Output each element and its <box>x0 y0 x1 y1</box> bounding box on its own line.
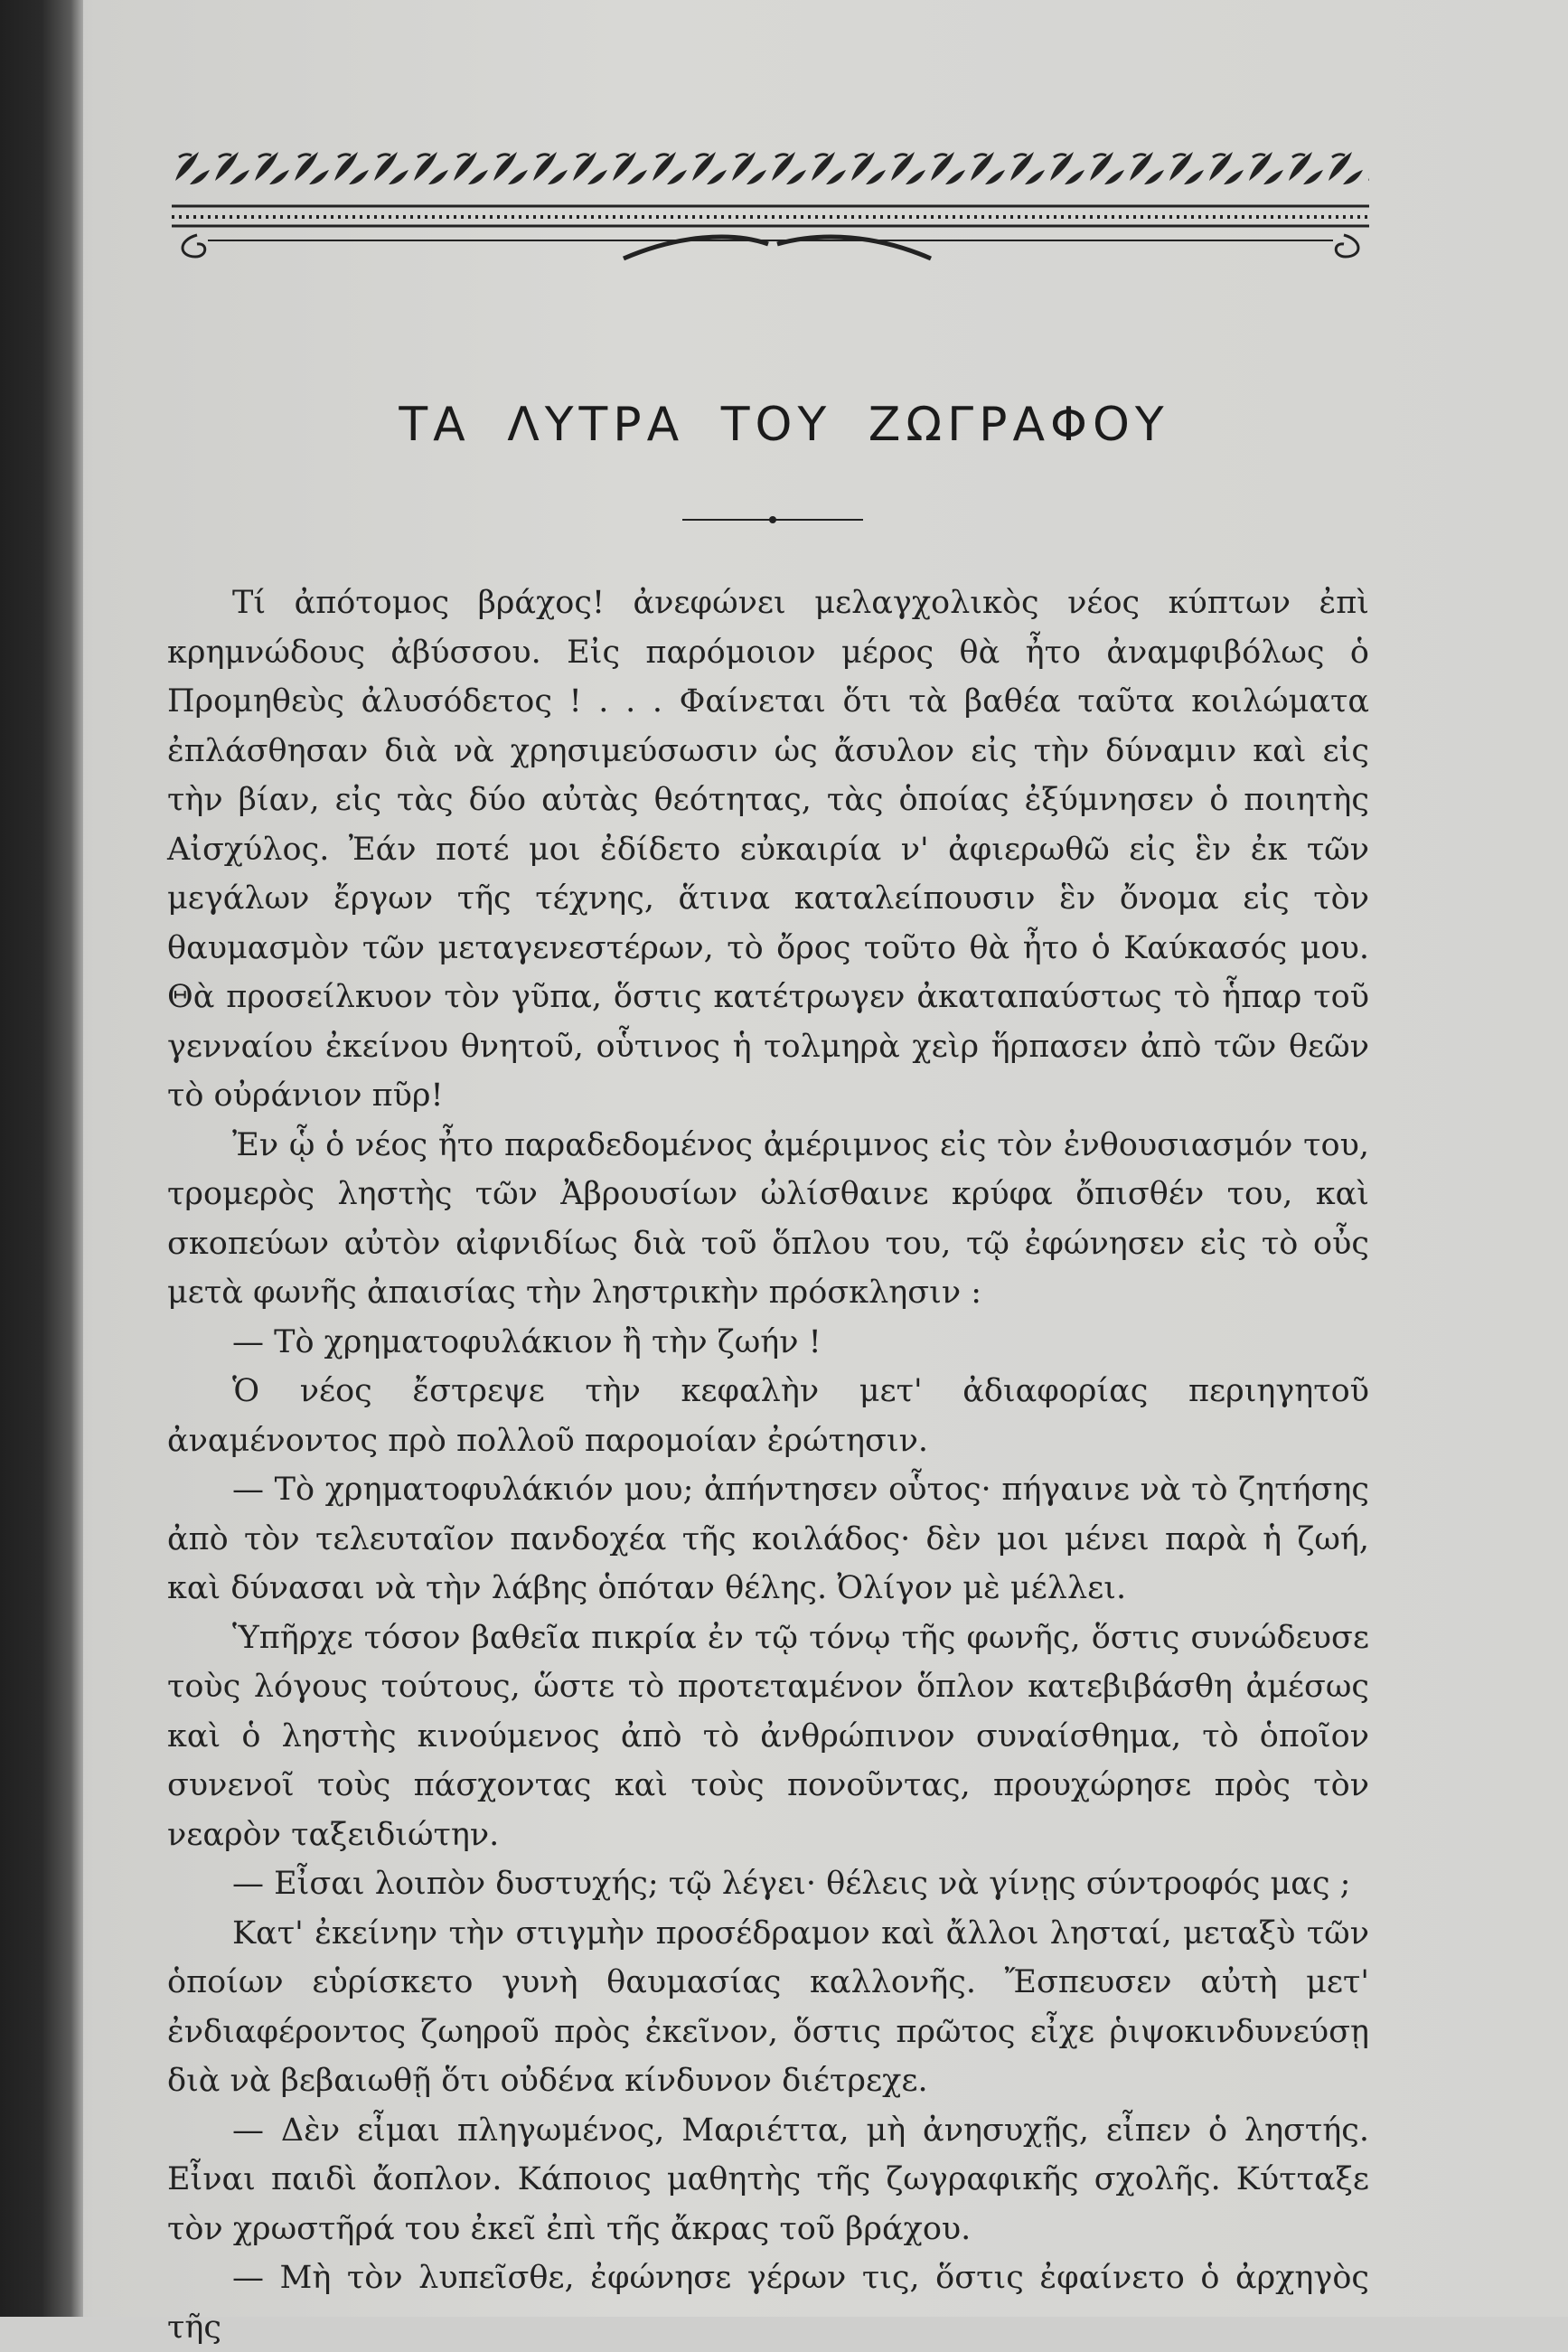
paragraph: — Μὴ τὸν λυπεῖσθε, ἐφώνησε γέρων τις, ὅστις ἐφαίνετο ὁ ἀρχηγὸς τῆς <box>167 2260 1369 2346</box>
paragraph: Κατ' ἐκείνην τὴν στιγμὴν προσέδραμον καὶ ἄλλοι λησταί, μεταξὺ τῶν ὁποίων εὑρίσκετο γυνὴ θαυμασίας καλλονῆς. Ἔσπευσεν αὐτὴ μετ' ἐνδιαφέροντος ζωηροῦ πρὸς ἐκεῖνον, ὅστις πρῶτος εἶχε ῥιψοκινδυνεύσῃ διὰ νὰ βεβαιωθῇ ὅτι οὐδένα κίνδυνον διέτρεχε. <box>167 1915 1369 2099</box>
title-divider-ornament <box>682 511 863 529</box>
paragraph: — Τὸ χρηματοφυλάκιόν μου; ἀπήντησεν οὗτος· πήγαινε νὰ τὸ ζητήσης ἀπὸ τὸν τελευταῖον πανδοχέα τῆς κοιλάδος· δὲν μοι μένει παρὰ ἡ ζωή, καὶ δύνασαι νὰ τὴν λάβης ὁπόταν θέλης. Ὀλίγον μὲ μέλλει. <box>167 1472 1369 1606</box>
paragraph: — Εἶσαι λοιπὸν δυστυχής; τῷ λέγει· θέλεις νὰ γίνῃς σύντροφός μας ; <box>232 1866 1351 1902</box>
paragraph: — Δὲν εἶμαι πληγωμένος, Μαριέττα, μὴ ἀνησυχῇς, εἶπεν ὁ ληστής. Εἶναι παιδὶ ἄοπλον. Κάποιος μαθητὴς τῆς ζωγραφικῆς σχολῆς. Κύτταξε τὸν χρωστῆρά του ἐκεῖ ἐπὶ τῆς ἄκρας τοῦ βράχου. <box>167 2112 1369 2247</box>
paragraph: Ὁ νέος ἔστρεψε τὴν κεφαλὴν μετ' ἀδιαφορίας περιηγητοῦ ἀναμένοντος πρὸ πολλοῦ παρομοίαν ἐρώτησιν. <box>167 1373 1369 1459</box>
decorative-header-ornament <box>172 145 1369 271</box>
page-title: ΤΑ ΛΥΤΡΑ ΤΟΥ ΖΩΓΡΑΦΟΥ <box>399 398 1169 452</box>
paragraph: Ὑπῆρχε τόσον βαθεῖα πικρία ἐν τῷ τόνῳ τῆς φωνῆς, ὅστις συνώδευσε τοὺς λόγους τούτους, ὥστε τὸ προτεταμένον ὅπλον κατεβιβάσθη ἀμέσως καὶ ὁ ληστὴς κινούμενος ἀπὸ τὸ ἀνθρώπινον συναίσθημα, τὸ ὁποῖον συνενοῖ τοὺς πάσχοντας καὶ τοὺς πονοῦντας, προυχώρησε πρὸς τὸν νεαρὸν ταξειδιώτην. <box>167 1619 1369 1853</box>
paragraph: — Τὸ χρηματοφυλάκιον ἢ τὴν ζωήν ! <box>232 1323 822 1360</box>
body-text <box>167 579 1369 2352</box>
paragraph: Τί ἀπότομος βράχος! ἀνεφώνει μελαγχολικὸς νέος κύπτων ἐπὶ κρημνώδους ἀβύσσου. Εἰς παρόμοιον μέρος θὰ ἦτο ἀναμφιβόλως ὁ Προμηθεὺς ἀλυσόδετος ! . . . Φαίνεται ὅτι τὰ βαθέα ταῦτα κοιλώματα ἐπλάσθησαν διὰ νὰ χρησιμεύσωσιν ὡς ἄσυλον εἰς τὴν δύναμιν καὶ εἰς τὴν βίαν, εἰς τὰς δύο αὐτὰς θεότητας, τὰς ὁποίας ἐξύμνησεν ὁ ποιητὴς Αἰσχύλος. Ἐάν ποτέ μοι ἐδίδετο εὐκαιρία ν' ἀφιερωθῶ εἰς ἓν ἐκ τῶν μεγάλων ἔργων τῆς τέχνης, ἅτινα καταλείπουσιν ἓν ὄνομα εἰς τὸν θαυμασμὸν τῶν μεταγενεστέρων, τὸ ὄρος τοῦτο θὰ ἦτο ὁ Καύκασός μου. Θὰ προσείλκυον τὸν γῦπα, ὅστις κατέτρωγεν ἀκαταπαύστως τὸ ἧπαρ τοῦ γενναίου ἐκείνου θνητοῦ, οὗτινος ἡ τολμηρὰ χεὶρ ἥρπασεν ἀπὸ τῶν θεῶν τὸ οὐράνιον πῦρ! <box>167 585 1369 1114</box>
book-binding-shadow <box>0 0 83 2317</box>
paragraph: Ἐν ᾧ ὁ νέος ἦτο παραδεδομένος ἀμέριμνος εἰς τὸν ἐνθουσιασμόν του, τρομερὸς ληστὴς τῶν Ἀβρουσίων ὠλίσθαινε κρύφα ὄπισθέν του, καὶ σκοπεύων αὐτὸν αἰφνιδίως διὰ τοῦ ὅπλου του, τῷ ἐφώνησεν εἰς τὸ οὖς μετὰ φωνῆς ἀπαισίας τὴν ληστρικὴν πρόσκλησιν : <box>167 1126 1369 1311</box>
